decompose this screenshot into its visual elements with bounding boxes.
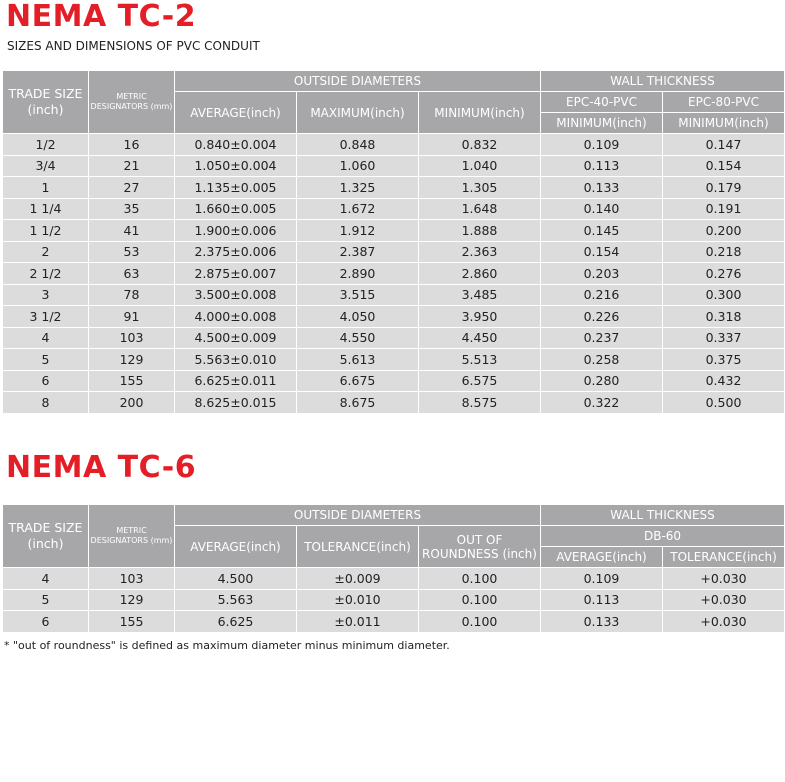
table-cell: 3.515	[297, 284, 419, 306]
table-cell: 4	[3, 327, 89, 349]
tc2-header-metric: METRIC DESIGNATORS (mm)	[89, 71, 175, 134]
table-cell: 0.216	[541, 284, 663, 306]
table-cell: 129	[89, 589, 175, 611]
tc6-header-wall-thickness: WALL THICKNESS	[541, 505, 785, 526]
table-cell: 5.563	[175, 589, 297, 611]
table-cell: 1.305	[419, 177, 541, 199]
table-cell: 2.860	[419, 263, 541, 285]
table-cell: 0.500	[663, 392, 785, 414]
table-cell: 1/2	[3, 134, 89, 156]
table-cell: 0.237	[541, 327, 663, 349]
table-cell: ±0.010	[297, 589, 419, 611]
table-cell: 2.387	[297, 241, 419, 263]
table-cell: 4.550	[297, 327, 419, 349]
tc6-header-out-of-roundness: OUT OF ROUNDNESS (inch)	[419, 526, 541, 568]
table-cell: 8.675	[297, 392, 419, 414]
table-cell: 5	[3, 589, 89, 611]
table-cell: 4.450	[419, 327, 541, 349]
footnote: * "out of roundness" is defined as maximum diameter minus minimum diameter.	[4, 639, 450, 652]
table-cell: 53	[89, 241, 175, 263]
table-cell: 0.280	[541, 370, 663, 392]
table-cell: 1.135±0.005	[175, 177, 297, 199]
table-cell: 3.500±0.008	[175, 284, 297, 306]
tc6-header-average: AVERAGE(inch)	[175, 526, 297, 568]
table-cell: 2.875±0.007	[175, 263, 297, 285]
tc2-header-epc40-minimum: MINIMUM(inch)	[541, 113, 663, 134]
table-row	[3, 263, 785, 285]
tc6-header-tolerance: TOLERANCE(inch)	[297, 526, 419, 568]
table-cell: 0.100	[419, 611, 541, 633]
table-cell: 4.000±0.008	[175, 306, 297, 328]
table-cell: 91	[89, 306, 175, 328]
table-cell: 35	[89, 198, 175, 220]
tc2-header-maximum: MAXIMUM(inch)	[297, 92, 419, 134]
table-row	[3, 284, 785, 306]
table-cell: 0.133	[541, 611, 663, 633]
table-cell: 6.625	[175, 611, 297, 633]
tc2-subtitle: SIZES AND DIMENSIONS OF PVC CONDUIT	[7, 39, 260, 53]
table-cell: 8.575	[419, 392, 541, 414]
table-cell: 0.258	[541, 349, 663, 371]
table-cell: 2.890	[297, 263, 419, 285]
table-cell: +0.030	[663, 589, 785, 611]
tc2-header-trade-size: TRADE SIZE (inch)	[3, 71, 89, 134]
table-cell: 4.500	[175, 568, 297, 590]
table-cell: 4.050	[297, 306, 419, 328]
table-row	[3, 611, 785, 633]
table-row	[3, 220, 785, 242]
table-cell: 200	[89, 392, 175, 414]
table-cell: 1.672	[297, 198, 419, 220]
table-cell: 0.113	[541, 589, 663, 611]
tc6-header-db60: DB-60	[541, 526, 785, 547]
table-cell: 3.950	[419, 306, 541, 328]
table-cell: 0.109	[541, 134, 663, 156]
table-cell: 4.500±0.009	[175, 327, 297, 349]
table-cell: 0.432	[663, 370, 785, 392]
table-cell: 6	[3, 370, 89, 392]
table-cell: 41	[89, 220, 175, 242]
table-row	[3, 370, 785, 392]
table-row	[3, 241, 785, 263]
table-cell: 2	[3, 241, 89, 263]
table-cell: 4	[3, 568, 89, 590]
table-cell: 0.145	[541, 220, 663, 242]
table-cell: 0.100	[419, 568, 541, 590]
table-cell: 3	[3, 284, 89, 306]
table-row	[3, 568, 785, 590]
table-cell: 0.200	[663, 220, 785, 242]
table-cell: 5	[3, 349, 89, 371]
table-cell: 3 1/2	[3, 306, 89, 328]
tc6-title: NEMA TC-6	[6, 450, 197, 485]
table-cell: 0.154	[663, 155, 785, 177]
table-cell: 5.613	[297, 349, 419, 371]
table-cell: 1 1/2	[3, 220, 89, 242]
table-row	[3, 327, 785, 349]
table-cell: +0.030	[663, 611, 785, 633]
table-cell: 2.375±0.006	[175, 241, 297, 263]
table-row	[3, 134, 785, 156]
table-cell: 0.322	[541, 392, 663, 414]
table-cell: ±0.011	[297, 611, 419, 633]
table-cell: 0.276	[663, 263, 785, 285]
table-cell: 0.300	[663, 284, 785, 306]
tc2-table	[2, 70, 785, 414]
table-cell: 0.337	[663, 327, 785, 349]
table-cell: 0.375	[663, 349, 785, 371]
table-cell: 0.840±0.004	[175, 134, 297, 156]
tc6-header-trade-size: TRADE SIZE (inch)	[3, 505, 89, 568]
table-cell: 1.888	[419, 220, 541, 242]
table-cell: 1	[3, 177, 89, 199]
table-row	[3, 392, 785, 414]
table-cell: 1.648	[419, 198, 541, 220]
tc2-header-wall-thickness: WALL THICKNESS	[541, 71, 785, 92]
tc6-header-metric: METRIC DESIGNATORS (mm)	[89, 505, 175, 568]
table-cell: 1.060	[297, 155, 419, 177]
table-cell: 0.100	[419, 589, 541, 611]
tc2-header-average: AVERAGE(inch)	[175, 92, 297, 134]
table-cell: 27	[89, 177, 175, 199]
table-cell: 8.625±0.015	[175, 392, 297, 414]
table-cell: 21	[89, 155, 175, 177]
table-cell: 0.848	[297, 134, 419, 156]
table-cell: 0.191	[663, 198, 785, 220]
tc6-header-wall-average: AVERAGE(inch)	[541, 547, 663, 568]
tc2-header-minimum: MINIMUM(inch)	[419, 92, 541, 134]
tc2-header-outside-diameters: OUTSIDE DIAMETERS	[175, 71, 541, 92]
table-cell: 103	[89, 327, 175, 349]
table-cell: 8	[3, 392, 89, 414]
table-cell: 3/4	[3, 155, 89, 177]
table-cell: 3.485	[419, 284, 541, 306]
table-row	[3, 177, 785, 199]
table-cell: +0.030	[663, 568, 785, 590]
tc2-header-epc80-minimum: MINIMUM(inch)	[663, 113, 785, 134]
table-cell: 1.900±0.006	[175, 220, 297, 242]
table-cell: 6	[3, 611, 89, 633]
table-cell: ±0.009	[297, 568, 419, 590]
table-row	[3, 155, 785, 177]
table-cell: 0.226	[541, 306, 663, 328]
table-cell: 155	[89, 611, 175, 633]
table-cell: 2.363	[419, 241, 541, 263]
table-cell: 129	[89, 349, 175, 371]
table-cell: 63	[89, 263, 175, 285]
table-cell: 0.318	[663, 306, 785, 328]
table-cell: 0.140	[541, 198, 663, 220]
table-cell: 6.625±0.011	[175, 370, 297, 392]
table-cell: 0.218	[663, 241, 785, 263]
table-cell: 5.563±0.010	[175, 349, 297, 371]
table-cell: 5.513	[419, 349, 541, 371]
table-cell: 6.675	[297, 370, 419, 392]
table-cell: 0.133	[541, 177, 663, 199]
table-cell: 0.179	[663, 177, 785, 199]
table-cell: 1.040	[419, 155, 541, 177]
tc6-header-outside-diameters: OUTSIDE DIAMETERS	[175, 505, 541, 526]
table-cell: 2 1/2	[3, 263, 89, 285]
table-row	[3, 306, 785, 328]
table-cell: 0.109	[541, 568, 663, 590]
table-cell: 155	[89, 370, 175, 392]
table-cell: 0.113	[541, 155, 663, 177]
tc2-header-epc40: EPC-40-PVC	[541, 92, 663, 113]
table-cell: 0.154	[541, 241, 663, 263]
table-cell: 1 1/4	[3, 198, 89, 220]
table-cell: 78	[89, 284, 175, 306]
table-cell: 16	[89, 134, 175, 156]
tc2-title: NEMA TC-2	[6, 0, 197, 34]
table-cell: 1.660±0.005	[175, 198, 297, 220]
table-row	[3, 349, 785, 371]
tc6-table	[2, 504, 785, 633]
tc6-header-wall-tolerance: TOLERANCE(inch)	[663, 547, 785, 568]
table-row	[3, 589, 785, 611]
tc2-header-epc80: EPC-80-PVC	[663, 92, 785, 113]
table-cell: 0.832	[419, 134, 541, 156]
table-cell: 1.050±0.004	[175, 155, 297, 177]
table-cell: 0.203	[541, 263, 663, 285]
table-cell: 1.325	[297, 177, 419, 199]
table-cell: 103	[89, 568, 175, 590]
table-cell: 6.575	[419, 370, 541, 392]
table-cell: 1.912	[297, 220, 419, 242]
table-cell: 0.147	[663, 134, 785, 156]
table-row	[3, 198, 785, 220]
